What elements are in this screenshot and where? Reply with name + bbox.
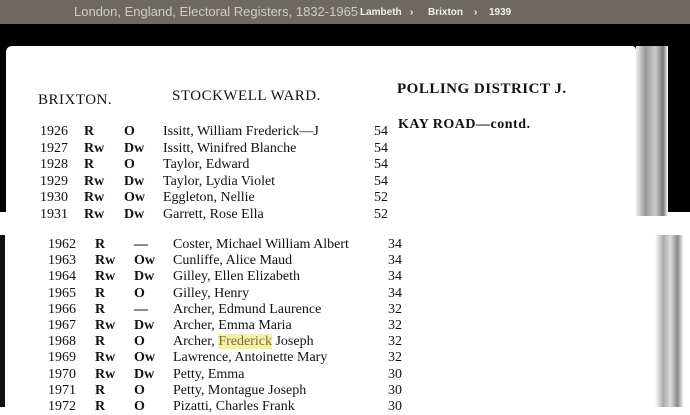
house-number: 34: [388, 269, 402, 285]
occupation-code: Ow: [134, 253, 155, 269]
occupation-code: Dw: [124, 140, 145, 156]
qualification: R: [84, 157, 95, 172]
elector-name: Gilley, Henry: [173, 285, 250, 301]
house-number: 54: [374, 173, 388, 189]
entry-number: 1966: [48, 301, 76, 317]
entry-number: 1969: [48, 350, 76, 366]
elector-name: Coster, Michael William Albert: [173, 237, 349, 252]
occupation-code: Dw: [134, 366, 155, 382]
entry-number: 1929: [40, 173, 68, 189]
register-entry: [0, 302, 690, 318]
qualification: Rw: [84, 173, 105, 189]
entry-number: 1968: [48, 334, 76, 350]
entry-number: 1971: [48, 382, 76, 398]
entry-number: 1967: [48, 318, 76, 333]
house-number: 32: [388, 334, 402, 350]
qualification: Rw: [95, 253, 116, 269]
house-number: 30: [388, 366, 402, 382]
elector-name: Garrett, Rose Ella: [163, 206, 264, 222]
register-entry: [0, 350, 690, 366]
occupation-code: Ow: [124, 190, 145, 205]
house-number: 54: [374, 124, 388, 139]
qualification: R: [95, 301, 106, 317]
name-part: Archer,: [173, 334, 219, 350]
occupation-code: Dw: [124, 206, 145, 222]
register-entry: [0, 269, 690, 285]
entry-number: 1970: [48, 366, 76, 382]
entry-number: 1965: [48, 285, 76, 301]
document-image-bottom[interactable]: [0, 235, 690, 414]
occupation-code: Ow: [134, 350, 155, 366]
qualification: Rw: [95, 269, 116, 285]
occupation-code: O: [134, 334, 145, 350]
occupation-code: —: [134, 301, 148, 317]
qualification: Rw: [84, 190, 105, 205]
occupation-code: —: [134, 237, 148, 252]
heading-brixton: BRIXTON.: [38, 92, 113, 108]
elector-name: Taylor, Lydia Violet: [163, 173, 276, 189]
elector-name: Petty, Emma: [173, 366, 245, 382]
register-entry: [0, 367, 690, 383]
register-entry: [0, 141, 690, 157]
entry-number: 1972: [48, 399, 76, 414]
qualification: R: [84, 124, 95, 139]
house-number: 32: [388, 318, 402, 333]
register-entry: [0, 399, 690, 415]
occupation-code: O: [134, 285, 145, 301]
register-entry: [0, 334, 690, 350]
breadcrumb-brixton[interactable]: Brixton: [428, 7, 463, 18]
heading-ward: STOCKWELL WARD.: [172, 88, 321, 104]
qualification: R: [95, 285, 106, 301]
register-entry: [0, 383, 690, 399]
elector-name: Issitt, William Frederick—J: [163, 124, 319, 139]
chevron-right-icon: ›: [410, 7, 414, 18]
elector-name: Eggleton, Nellie: [163, 190, 255, 205]
elector-name: Gilley, Ellen Elizabeth: [173, 269, 300, 285]
house-number: 54: [374, 157, 388, 172]
breadcrumb-lambeth[interactable]: Lambeth: [360, 7, 402, 18]
entry-number: 1926: [40, 124, 68, 139]
entry-number: 1964: [48, 269, 76, 285]
street-name: KAY ROAD—contd.: [398, 117, 531, 132]
chevron-right-icon: ›: [474, 7, 478, 18]
occupation-code: O: [134, 399, 145, 414]
elector-name: [173, 334, 314, 350]
qualification: R: [95, 382, 106, 398]
occupation-code: Dw: [134, 318, 155, 333]
entry-number: 1963: [48, 253, 76, 269]
entry-number: 1931: [40, 206, 68, 222]
qualification: Rw: [95, 350, 116, 366]
register-entry: [0, 253, 690, 269]
search-highlight: Frederick: [218, 334, 272, 350]
register-entry: [0, 286, 690, 302]
entry-number: 1962: [48, 237, 76, 252]
house-number: 34: [388, 237, 402, 252]
qualification: Rw: [95, 318, 116, 333]
qualification: R: [95, 237, 106, 252]
elector-name: Petty, Montague Joseph: [173, 382, 307, 398]
elector-name: Cunliffe, Alice Maud: [173, 253, 293, 269]
entry-number: 1928: [40, 157, 68, 172]
register-entry: [0, 237, 690, 253]
house-number: 52: [374, 206, 388, 222]
register-entry: [0, 190, 690, 206]
house-number: 54: [374, 140, 388, 156]
house-number: 30: [388, 382, 402, 398]
elector-name: Archer, Emma Maria: [173, 318, 292, 333]
house-number: 34: [388, 253, 402, 269]
house-number: 32: [388, 301, 402, 317]
occupation-code: O: [134, 382, 145, 398]
elector-name: Lawrence, Antoinette Mary: [173, 350, 328, 366]
register-entry: [0, 157, 690, 173]
elector-name: Archer, Edmund Laurence: [173, 301, 322, 317]
elector-name: Issitt, Winifred Blanche: [163, 140, 297, 156]
entry-number: 1927: [40, 140, 68, 156]
qualification: Rw: [95, 366, 116, 382]
house-number: 30: [388, 399, 402, 414]
breadcrumb-year: 1939: [489, 7, 512, 18]
entry-number: 1930: [40, 190, 68, 205]
house-number: 52: [374, 190, 388, 205]
qualification: Rw: [84, 206, 105, 222]
qualification: Rw: [84, 140, 105, 156]
collection-title[interactable]: London, England, Electoral Registers, 1832-1965: [74, 4, 359, 19]
elector-name: Taylor, Edward: [163, 157, 250, 172]
qualification: R: [95, 399, 106, 414]
house-number: 32: [388, 350, 402, 366]
heading-district: POLLING DISTRICT J.: [397, 81, 567, 97]
register-entry: [0, 207, 690, 223]
qualification: R: [95, 334, 106, 350]
occupation-code: Dw: [124, 173, 145, 189]
register-entry: [0, 124, 690, 140]
name-part: Joseph: [271, 334, 314, 350]
occupation-code: O: [124, 157, 135, 172]
register-entry: [0, 318, 690, 334]
occupation-code: O: [124, 124, 135, 139]
occupation-code: Dw: [134, 269, 155, 285]
elector-name: Pizatti, Charles Frank: [173, 399, 295, 414]
house-number: 34: [388, 285, 402, 301]
register-entry: [0, 174, 690, 190]
